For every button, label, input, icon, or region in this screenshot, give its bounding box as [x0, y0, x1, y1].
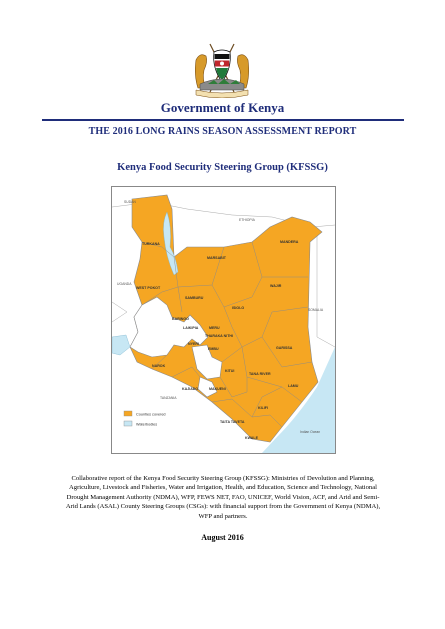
label-kwale: KWALE — [245, 436, 258, 440]
label-mandera: MANDERA — [280, 240, 299, 244]
report-description: Collaborative report of the Kenya Food Security Steering Group (KFSSG): Ministries of Devolution and Planning, Agriculture, Livestock and Fisheries, Water and Irrigation, Health, and Education, Science and Technology, National Drought Management Authority (NDMA), WFP, FEWS NET, FAO, UNICEF, World Vision, ACF, and Arid and Semi-Arid Lands (ASAL) County Steering Groups (CSGs): with financial support from the Government of Kenya (NDMA), WFP and partners. — [65, 475, 381, 520]
label-taita-taveta: TAITA TAVETA — [220, 420, 245, 424]
kenya-county-map — [111, 186, 336, 454]
label-west-pokot: WEST POKOT — [136, 286, 161, 290]
label-laikipia: LAIKIPIA — [183, 326, 199, 330]
report-date: August 2016 — [201, 533, 244, 542]
label-somalia: SOMALIA — [308, 308, 324, 312]
label-isiolo: ISIOLO — [232, 306, 245, 310]
label-turkana: TURKANA — [142, 242, 160, 246]
label-tharaka-nithi: THARAKA NITHI — [205, 334, 234, 338]
label-baringo: BARINGO — [172, 317, 189, 321]
title-divider — [42, 119, 404, 121]
label-embu: EMBU — [208, 347, 219, 351]
label-indian-ocean: Indian Ocean — [300, 430, 321, 434]
label-kajiado: KAJIADO — [182, 387, 199, 391]
label-samburu: SAMBURU — [185, 296, 204, 300]
lake-victoria — [112, 335, 130, 355]
report-title: THE 2016 LONG RAINS SEASON ASSESSMENT REPORT — [88, 126, 357, 137]
group-title: Kenya Food Security Steering Group (KFSSG) — [117, 162, 328, 173]
coat-of-arms-emblem — [190, 40, 254, 98]
label-tana-river: TANA RIVER — [249, 372, 271, 376]
label-sudan: SUDAN — [124, 200, 136, 204]
label-meru: MERU — [209, 326, 220, 330]
label-makueni: MAKUENI — [209, 387, 226, 391]
label-tanzania: TANZANIA — [160, 396, 177, 400]
government-title: Government of Kenya — [160, 100, 285, 115]
label-narok: NAROK — [152, 364, 166, 368]
label-kilifi: KILIFI — [258, 406, 268, 410]
legend-swatch-water — [124, 421, 132, 426]
legend-covered-label: Counties covered — [136, 412, 166, 417]
label-lamu: LAMU — [288, 384, 299, 388]
legend-water-label: Waterbodies — [136, 422, 158, 427]
label-ethiopia: ETHIOPIA — [239, 218, 255, 222]
label-nyeri: NYERI — [188, 342, 199, 346]
label-marsabit: MARSABIT — [207, 256, 226, 260]
legend-swatch-covered — [124, 411, 132, 416]
label-uganda: UGANDA — [117, 282, 132, 286]
label-garissa: GARISSA — [276, 346, 293, 350]
label-wajir: WAJIR — [270, 284, 282, 288]
label-kitui: KITUI — [225, 369, 235, 373]
